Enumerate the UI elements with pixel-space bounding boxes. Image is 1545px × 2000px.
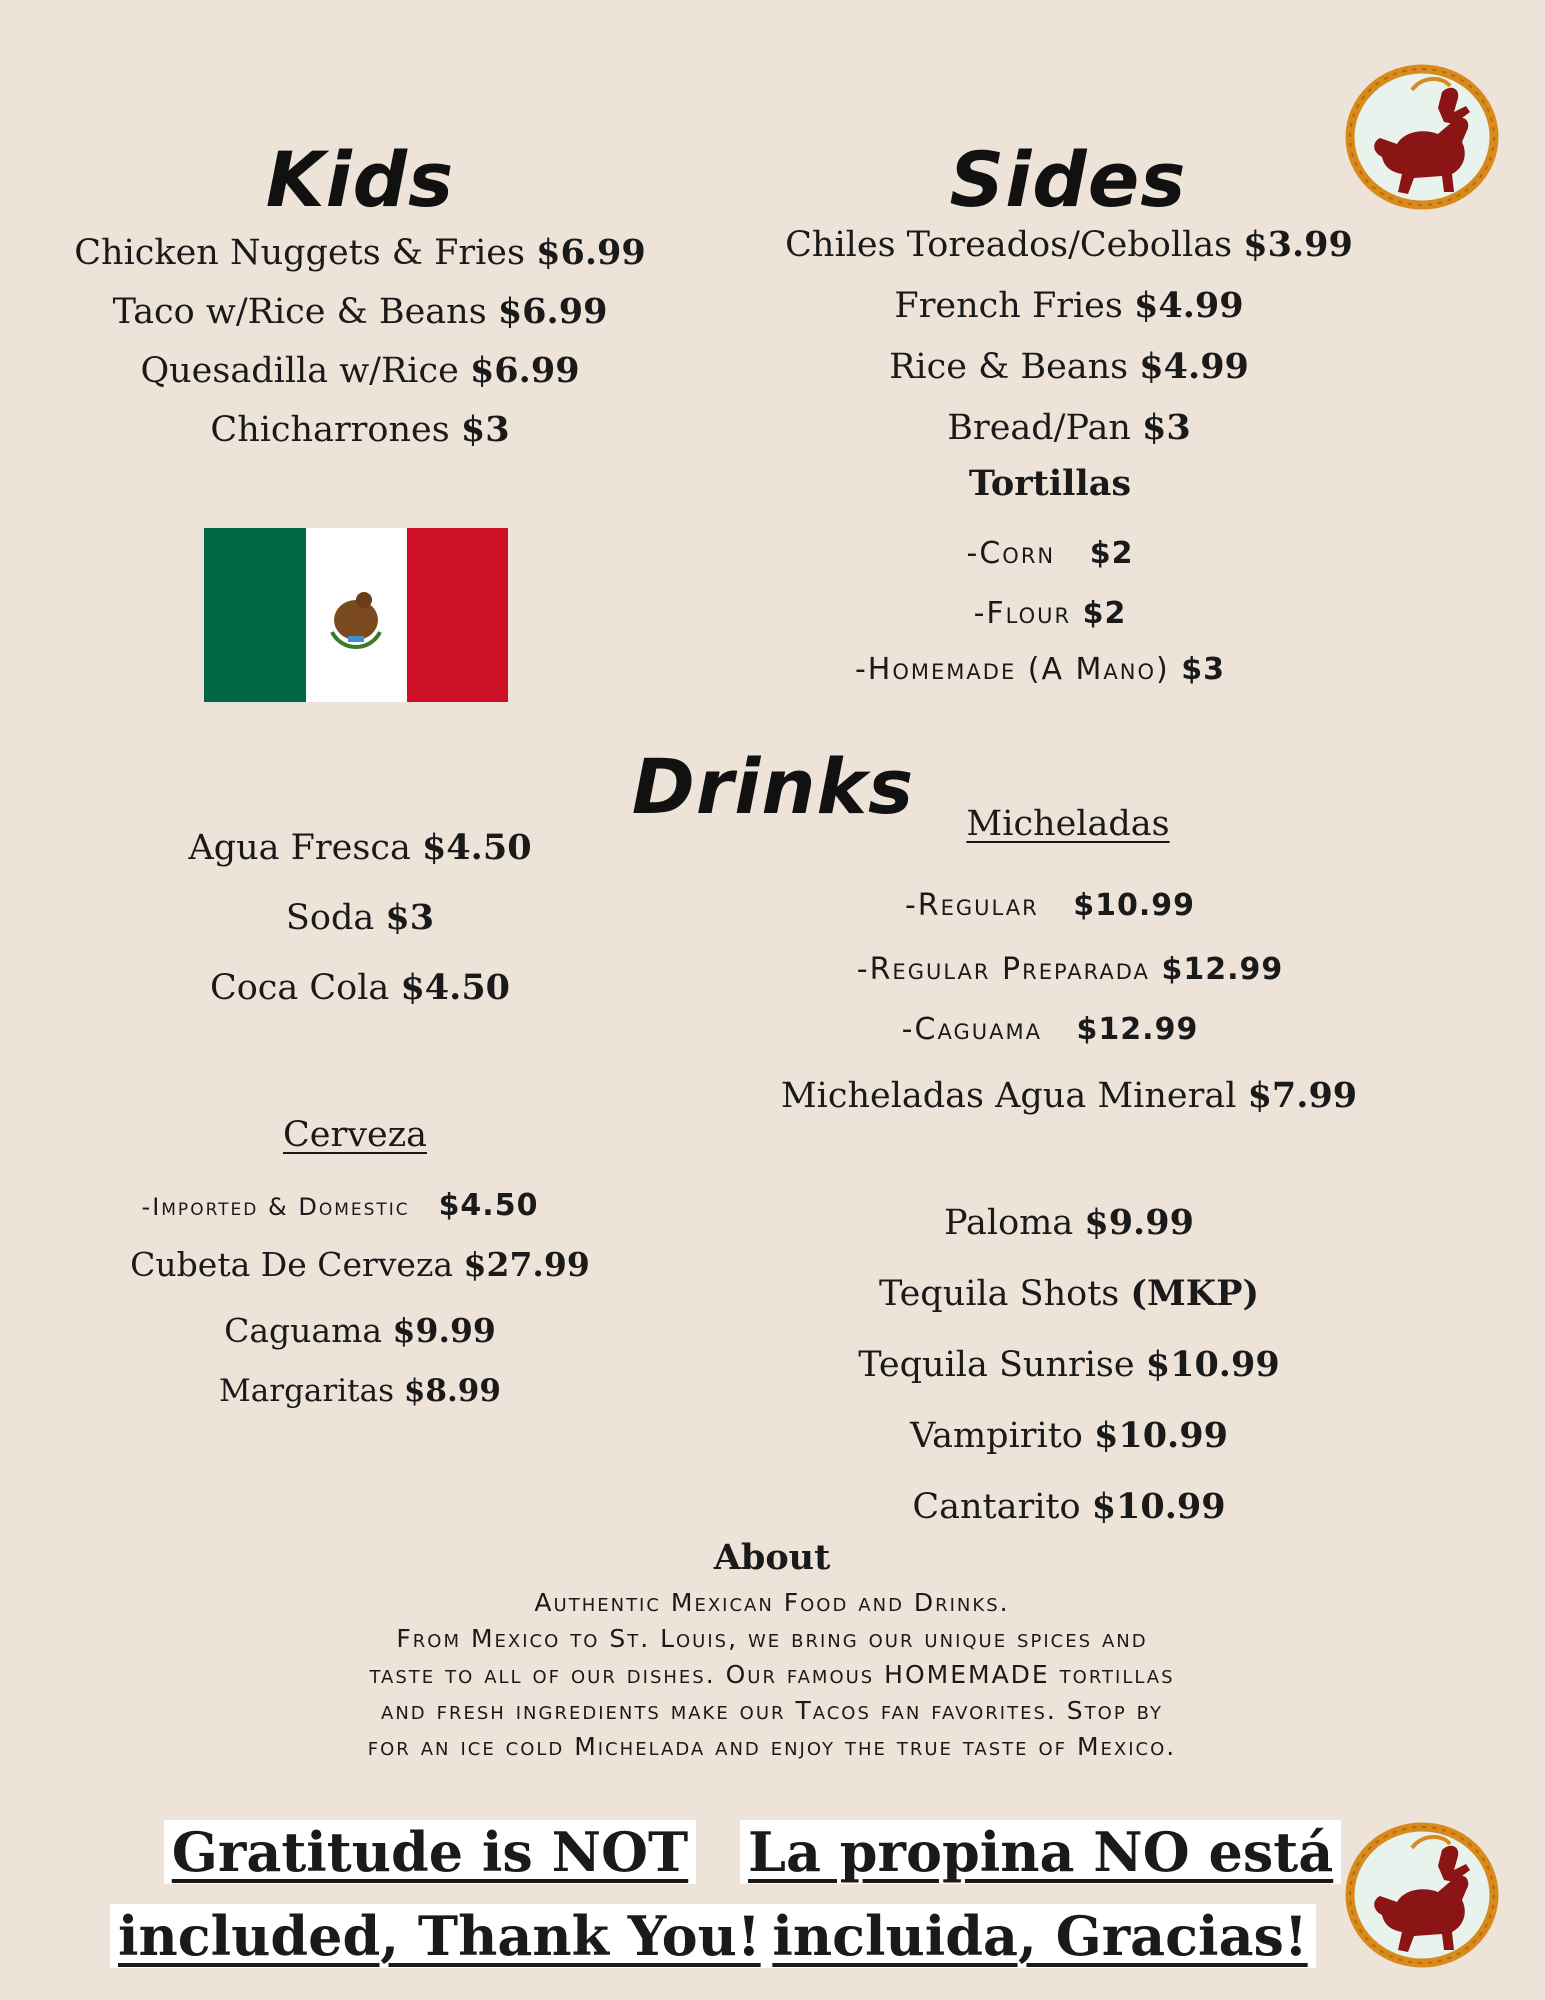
drink-item: Soda $3 xyxy=(285,897,435,938)
about-line: From Mexico to St. Louis, we bring our unique spices and xyxy=(396,1624,1148,1653)
drink-item: Coca Cola $4.50 xyxy=(209,967,511,1008)
mexican-flag-icon xyxy=(204,528,508,702)
about-heading: About xyxy=(713,1537,831,1578)
drink-item: Paloma $9.99 xyxy=(944,1202,1194,1243)
tip-notice-english xyxy=(110,1810,761,1978)
tortilla-item: -Corn $2 xyxy=(966,536,1134,571)
kids-item: Chicharrones $3 xyxy=(210,409,510,450)
kids-item: Quesadilla w/Rice $6.99 xyxy=(140,350,580,391)
tortilla-item: -Homemade (A Mano) $3 xyxy=(854,652,1225,687)
bull-rider-logo-icon xyxy=(1342,1820,1502,1970)
michelada-item: -Caguama $12.99 xyxy=(901,1012,1199,1047)
kids-item: Taco w/Rice & Beans $6.99 xyxy=(112,291,608,332)
michelada-item: Micheladas Agua Mineral $7.99 xyxy=(780,1075,1358,1116)
tip-notice-spanish-line: La propina NO está xyxy=(740,1820,1341,1884)
tortilla-item: -Flour $2 xyxy=(973,596,1127,631)
sides-item: French Fries $4.99 xyxy=(894,285,1244,326)
drink-item: Cantarito $10.99 xyxy=(912,1486,1226,1527)
drinks-heading: Drinks xyxy=(631,742,915,831)
sides-item: Chiles Toreados/Cebollas $3.99 xyxy=(785,224,1353,265)
sides-item: Bread/Pan $3 xyxy=(947,407,1191,448)
logo-top xyxy=(1342,62,1502,212)
kids-item: Chicken Nuggets & Fries $6.99 xyxy=(74,232,646,273)
about-line: and fresh ingredients make our Tacos fan favorites. Stop by xyxy=(381,1696,1163,1725)
tip-notice-english-line: Gratitude is NOT xyxy=(164,1820,696,1884)
bull-rider-logo-icon xyxy=(1342,62,1502,212)
about-line: for an ice cold Michelada and enjoy the true taste of Mexico. xyxy=(367,1732,1177,1761)
cerveza-item: Margaritas $8.99 xyxy=(219,1373,501,1409)
cerveza-item: Caguama $9.99 xyxy=(224,1311,496,1350)
sides-heading: Sides xyxy=(949,135,1187,224)
tip-notice-english-line: included, Thank You! xyxy=(110,1904,769,1968)
drink-item: Agua Fresca $4.50 xyxy=(188,827,532,868)
michelada-item: -Regular $10.99 xyxy=(904,888,1196,923)
logo-bottom xyxy=(1342,1820,1502,1970)
drink-item: Vampirito $10.99 xyxy=(910,1415,1228,1456)
cerveza-item: -Imported & Domestic $4.50 xyxy=(141,1188,539,1223)
drink-item: Tequila Shots (MKP) xyxy=(878,1273,1260,1314)
cerveza-heading: Cerveza xyxy=(282,1115,428,1155)
michelada-item: -Regular Preparada $12.99 xyxy=(856,952,1284,987)
kids-heading: Kids xyxy=(265,135,455,224)
about-line: taste to all of our dishes. Our famous HOMEMADE tortillas xyxy=(369,1660,1175,1689)
drink-item: Tequila Sunrise $10.99 xyxy=(858,1344,1280,1385)
tip-notice-spanish xyxy=(740,1810,1340,1978)
about-line: Authentic Mexican Food and Drinks. xyxy=(534,1588,1010,1617)
tortillas-heading: Tortillas xyxy=(968,463,1132,504)
tip-notice-spanish-line: incluida, Gracias! xyxy=(764,1904,1315,1968)
sides-item: Rice & Beans $4.99 xyxy=(889,346,1249,387)
cerveza-item: Cubeta De Cerveza $27.99 xyxy=(130,1245,590,1284)
micheladas-heading: Micheladas xyxy=(966,804,1170,844)
